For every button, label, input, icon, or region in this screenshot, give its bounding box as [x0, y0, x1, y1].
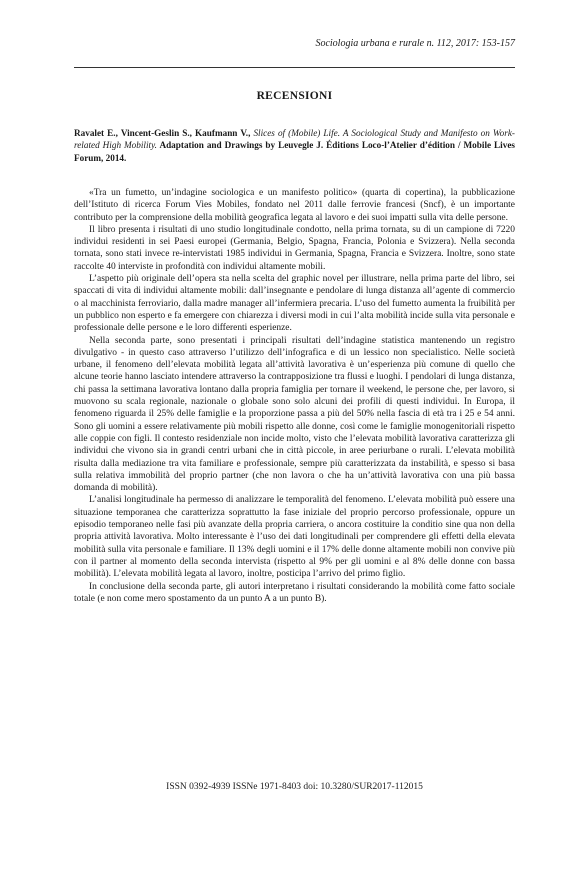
- journal-name: Sociologia urbana e rurale: [315, 38, 425, 49]
- body-paragraph: L’analisi longitudinale ha permesso di analizzare le temporalità del fenomeno. L’elevata mobilità può essere una situazione temporanea che caratterizza soprattutto la fase iniziale del proprio percorso professionale, oppure un episodio temporaneo nelle fasi più avanzate della propria carriera, o ancora costituire la conditio sine qua non della propria attività lavorativa. Molto interessante è l’uso dei dati longitudinali per comprendere gli effetti della elevata mobilità sulla vita personale e familiare. Il 13% degli uomini e il 17% delle donne altamente mobili non convive più con il partner al momento della seconda intervista (rispetto al 9% per gli uomini e al 8% delle donne con bassa mobilità). L’elevata mobilità legata al lavoro, inoltre, posticipa l’arrivo del primo figlio.: [74, 495, 515, 580]
- body-paragraph: Nella seconda parte, sono presentati i principali risultati dell’indagine statistica mantenendo un registro divulgativo - in questo caso attraverso l’utilizzo dell’infografica e di un lessico non specialistico. Nelle società urbane, il fenomeno dell’elevata mobilità legata all’attività lavorativa è un’esperienza più comune di quello che alcune teorie hanno lasciato intendere attraverso la contrapposizione tra flussi e luoghi. I pendolari di lunga distanza, chi passa la settimana lavorativa lontano dalla propria famiglia per tornare il weekend, le persone che, per lavoro, si muovono su scala regionale, nazionale o globale sono solo alcuni dei profili di questi individui. In Europa, il fenomeno riguarda il 25% delle famiglie e la proporzione passa a più del 50% nella fascia di età tra i 25 e 54 anni. Sono gli uomini a essere relativamente più mobili rispetto alle donne, così come le famiglie monogenitoriali rispetto alle coppie con figli. Il contesto residenziale non incide molto, visto che l’elevata mobilità lavorativa caratterizza gli individui che vivono sia in grandi centri urbani che in città piccole, in aree periurbane o rurali. L’elevata mobilità risulta dalla mediazione tra vita familiare e professionale, sempre più caratterizzata da instabilità, e spesso si basa sulla relativa immobilità del proprio partner (che non lavora o che ha un’attività lavorativa con una più bassa domanda di mobilità).: [74, 335, 515, 494]
- section-title: RECENSIONI: [256, 90, 333, 102]
- issue-info: n. 112, 2017: 153-157: [426, 38, 515, 49]
- review-body: [74, 187, 515, 605]
- body-paragraph: L’aspetto più originale dell’opera sta nella scelta del graphic novel per illustrare, nella prima parte del libro, sei spaccati di vita di individui altamente mobili: dall’insegnante e pendolare di lunga distanza all’agente di commercio o al macchinista ferroviario, dalla madre manager all’infermiera precaria. L’uso del fumetto aumenta la fruibilità per un pubblico non esperto e fa emergere con chiarezza i diversi modi in cui l’alta mobilità incide sulla vita personale e professionale delle persone e le loro differenti esperienze.: [74, 274, 515, 334]
- citation-authors: Ravalet E., Vincent-Geslin S., Kaufmann V.,: [74, 128, 251, 138]
- header-rule: [74, 67, 515, 68]
- body-paragraph: In conclusione della seconda parte, gli autori interpretano i risultati considerando la mobilità come fatto sociale totale (e non come mero spostamento da un punto A a un punto B).: [74, 581, 515, 604]
- citation-details: Adaptation and Drawings by Leuvegle J. Éditions Loco-l’Atelier d’édition / Mobile Lives Forum, 2014.: [74, 140, 515, 163]
- citation-title: Slices of (Mobile) Life. A Sociological Study and Manifesto on Work-related High Mobility.: [74, 128, 515, 151]
- running-header: [74, 38, 515, 49]
- footer-issn: ISSN 0392-4939 ISSNe 1971-8403 doi: 10.3280/SUR2017-112015: [166, 782, 423, 792]
- book-citation: [74, 127, 515, 164]
- body-paragraph: «Tra un fumetto, un’indagine sociologica e un manifesto politico» (quarta di copertina), la pubblicazione dell’Istituto di ricerca Forum Vies Mobiles, fondato nel 2011 dalle ferrovie francesi (Sncf), è un importante contributo per la comprensione della mobilità geografica legata al lavoro e dei suoi impatti sulla vita delle persone.: [74, 188, 515, 223]
- body-paragraph: Il libro presenta i risultati di uno studio longitudinale condotto, nella prima tornata, su di un campione di 7220 individui residenti in sei Paesi europei (Germania, Belgio, Spagna, Francia, Polonia e Svizzera). Nella seconda tornata, sono stati invece re-intervistati 1985 individui in Germania, Spagna, Francia e Svizzera. Inoltre, sono state raccolte 40 interviste in profondità con individui altamente mobili.: [74, 224, 515, 272]
